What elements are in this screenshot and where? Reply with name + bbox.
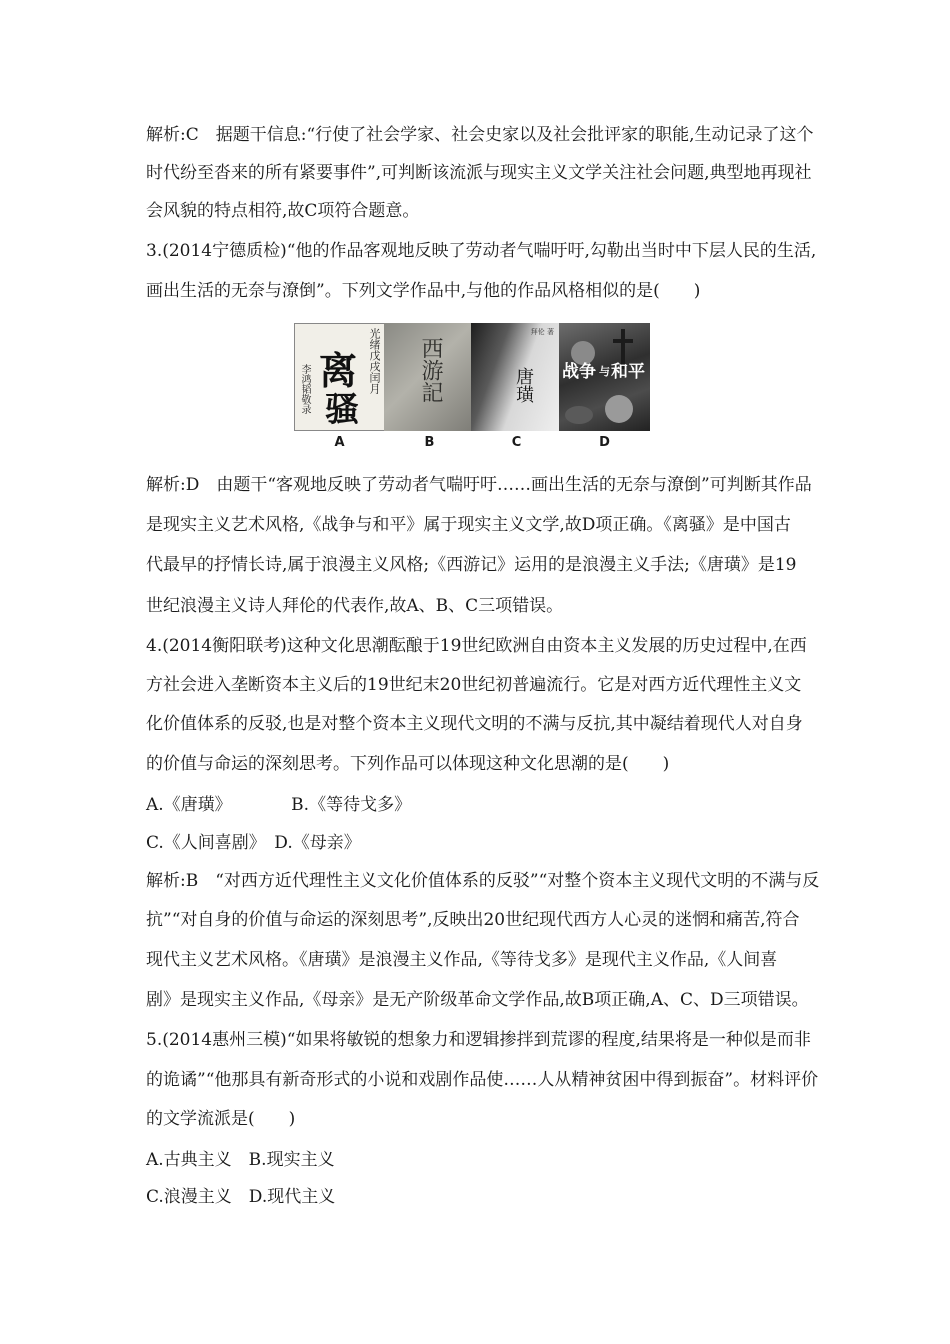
figure-c-title: 唐璜 (513, 367, 534, 403)
figure-b-image (384, 323, 475, 431)
text-line: 会风貌的特点相符,故C项符合题意。 (146, 201, 420, 221)
text-line: 的诡谲”“他那具有新奇形式的小说和戏剧作品使……人从精神贫困中得到振奋”。材料评价 (146, 1070, 819, 1090)
figure-d-title-2: 与 (599, 365, 610, 378)
figure-c-image (471, 323, 562, 431)
option-line: C.浪漫主义 D.现代主义 (146, 1187, 336, 1207)
figure-a-title-2: 骚 (325, 390, 359, 430)
figure-c-label: C (511, 435, 522, 450)
text-line: 代最早的抒情长诗,属于浪漫主义风格;《西游记》运用的是浪漫主义手法;《唐璜》是19 (146, 555, 797, 575)
text-line: 化价值体系的反驳,也是对整个资本主义现代文明的不满与反抗,其中凝结着现代人对自身 (146, 714, 803, 734)
text-line: 时代纷至沓来的所有紧要事件”,可判断该流派与现实主义文学关注社会问题,典型地再现社 (146, 163, 812, 183)
figure-a-image (294, 323, 385, 431)
option-line: C.《人间喜剧》 D.《母亲》 (146, 833, 361, 853)
text-line: 解析:D 由题干“客观地反映了劳动者气喘吁吁……画出生活的无奈与潦倒”可判断其作品 (146, 475, 812, 495)
text-line: 的文学流派是( ) (146, 1109, 296, 1129)
text-line: 现代主义艺术风格。《唐璜》是浪漫主义作品,《等待戈多》是现代主义作品,《人间喜 (146, 950, 778, 970)
text-line: 5.(2014惠州三模)“如果将敏锐的想象力和逻辑掺拌到荒谬的程度,结果将是一种似是而非 (146, 1030, 811, 1050)
text-line: 是现实主义艺术风格,《战争与和平》属于现实主义文学,故D项正确。《离骚》是中国古 (146, 515, 791, 535)
text-line: 画出生活的无奈与潦倒”。下列文学作品中,与他的作品风格相似的是( ) (146, 281, 701, 301)
book-cover-figures (294, 323, 656, 453)
figure-b-label: B (424, 435, 435, 450)
figure-a-title-1: 离 (319, 348, 358, 393)
figure-d-title-1: 战争 (562, 362, 596, 382)
figure-b-title: 西游記 (418, 337, 443, 403)
figure-d-label: D (599, 435, 610, 450)
figure-d-image (559, 323, 650, 431)
text-line: 方社会进入垄断资本主义后的19世纪末20世纪初普遍流行。它是对西方近代理性主义文 (146, 675, 802, 695)
figure-c-top-text: 拜伦 著 (530, 328, 554, 336)
option-line: A.《唐璜》 B.《等待戈多》 (146, 795, 412, 815)
text-line: 解析:C 据题干信息:“行使了社会学家、社会史家以及社会批评家的职能,生动记录了这个 (146, 125, 814, 145)
text-line: 世纪浪漫主义诗人拜伦的代表作,故A、B、C三项错误。 (146, 596, 564, 616)
text-line: 的价值与命运的深刻思考。下列作品可以体现这种文化思潮的是( ) (146, 754, 670, 774)
option-line: A.古典主义 B.现实主义 (146, 1150, 335, 1170)
text-line: 解析:B “对西方近代理性主义文化价值体系的反驳”“对整个资本主义现代文明的不满与反 (146, 871, 820, 891)
figure-a-side-text: 光绪戊戌闰月 (368, 328, 381, 394)
text-line: 3.(2014宁德质检)“他的作品客观地反映了劳动者气喘吁吁,勾勒出当时中下层人民的生活, (146, 241, 817, 261)
text-line: 4.(2014衡阳联考)这种文化思潮酝酿于19世纪欧洲自由资本主义发展的历史过程中,在西 (146, 636, 807, 656)
text-line: 剧》是现实主义作品,《母亲》是无产阶级革命文学作品,故B项正确,A、C、D三项错误。 (146, 990, 809, 1010)
figure-a-label: A (334, 435, 345, 450)
figure-a-side-text-2: 李鸿韬敬录 (299, 364, 310, 414)
figure-d-title-3: 和平 (611, 362, 645, 382)
text-line: 抗”“对自身的价值与命运的深刻思考”,反映出20世纪现代西方人心灵的迷惘和痛苦,符合 (146, 910, 800, 930)
